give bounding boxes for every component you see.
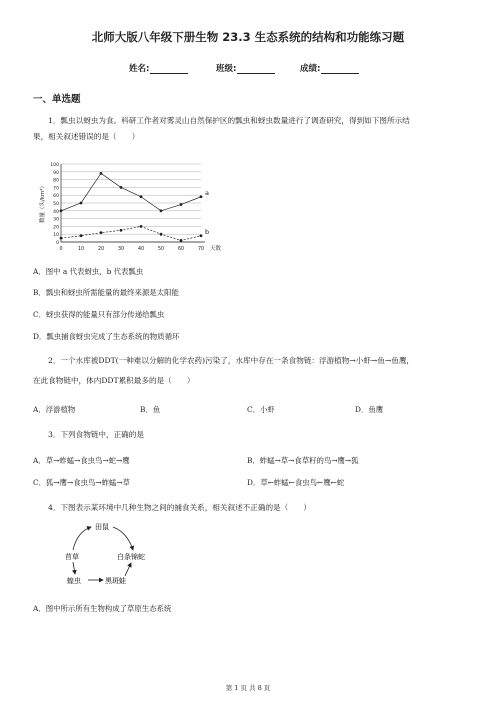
y-tick-label: 90 bbox=[53, 170, 59, 176]
q1-line2: 果，相关叙述错误的是（ ） bbox=[33, 132, 140, 141]
data-point-a bbox=[140, 195, 143, 198]
y-tick-label: 100 bbox=[50, 163, 59, 168]
q1-option-d[interactable]: D．瓢虫捕食蚜虫完成了生态系统的物质循环 bbox=[33, 332, 180, 341]
x-tick-label: 50 bbox=[157, 247, 165, 252]
page-footer: 第 1 页 共 8 页 bbox=[225, 684, 271, 692]
data-point-b bbox=[160, 233, 163, 236]
data-point-b bbox=[140, 225, 143, 228]
x-tick-label: 30 bbox=[117, 247, 125, 252]
y-tick-label: 80 bbox=[53, 178, 59, 184]
data-point-a bbox=[200, 195, 203, 198]
q1-option-c[interactable]: C．蚜虫获得的能量只有部分传递给瓢虫 bbox=[33, 310, 165, 319]
arrow-mouse-to-snake bbox=[113, 527, 133, 550]
data-point-b bbox=[100, 231, 103, 234]
x-tick-label: 20 bbox=[97, 247, 105, 252]
q2-line2: 在此食物链中，体内DDT累积最多的是（ ） bbox=[33, 376, 195, 385]
q1-line1: 1．瓢虫以蚜虫为食。科研工作者对雾灵山自然保护区的瓢虫和蚜虫数量进行了调查研究，得到如下图所示结 bbox=[48, 116, 410, 125]
x-tick-label: 10 bbox=[77, 247, 85, 252]
q2-line1: 2．一个水库被DDT(一种难以分解的化学农药)污染了，水库中存在一条食物链：浮游植物→小虾→鱼→鱼鹰， bbox=[48, 356, 415, 365]
q3-option-d[interactable]: D．草←蚱蜢←食虫鸟←鹰←蛇 bbox=[247, 478, 345, 487]
series-line-b bbox=[61, 226, 201, 240]
q3-option-c[interactable]: C．狐→鹰→食虫鸟→蚱蜢→草 bbox=[33, 478, 130, 487]
population-chart bbox=[33, 158, 223, 260]
x-tick-label: 0 bbox=[59, 247, 63, 252]
arrow-grass-to-locust bbox=[73, 562, 75, 574]
data-point-a bbox=[60, 209, 63, 212]
data-point-a bbox=[80, 202, 83, 205]
y-tick-label: 60 bbox=[53, 194, 59, 200]
node-field-mouse: 田鼠 bbox=[95, 523, 109, 531]
data-point-b bbox=[180, 239, 183, 242]
node-snake: 白条锦蛇 bbox=[117, 553, 145, 561]
name-field[interactable]: 姓名: bbox=[129, 62, 188, 74]
q3-line1: 3．下列食物链中，正确的是 bbox=[48, 430, 144, 439]
node-grass: 苜草 bbox=[65, 553, 79, 561]
q2-option-c[interactable]: C．小虾 bbox=[247, 405, 275, 414]
data-point-a bbox=[180, 203, 183, 206]
data-point-b bbox=[60, 237, 63, 240]
data-point-b bbox=[200, 234, 203, 237]
y-tick-label: 40 bbox=[53, 209, 59, 215]
data-point-a bbox=[120, 186, 123, 189]
y-tick-label: 50 bbox=[53, 202, 59, 207]
food-web-diagram bbox=[33, 520, 183, 588]
x-axis-label: 天数 bbox=[210, 246, 222, 252]
q2-option-b[interactable]: B．鱼 bbox=[140, 405, 161, 414]
y-tick-label: 20 bbox=[53, 225, 59, 231]
x-tick-label: 60 bbox=[177, 247, 185, 252]
q3-option-a[interactable]: A．草→蚱蜢→食虫鸟→蛇→鹰 bbox=[33, 456, 130, 465]
data-point-a bbox=[160, 209, 163, 212]
y-tick-label: 0 bbox=[56, 241, 59, 246]
q3-option-b[interactable]: B．蚱蜢→草→食草籽的鸟→鹰→狐 bbox=[247, 456, 359, 465]
series-label-b: b bbox=[205, 227, 210, 236]
score-field[interactable]: 成绩: bbox=[300, 62, 359, 74]
data-point-a bbox=[100, 172, 103, 175]
q1-option-a[interactable]: A．图中 a 代表蚜虫，b 代表瓢虫 bbox=[33, 267, 144, 276]
data-point-b bbox=[80, 234, 83, 237]
x-tick-label: 40 bbox=[137, 247, 145, 252]
class-field[interactable]: 班级: bbox=[216, 62, 275, 74]
page-title: 北师大版八年级下册生物 23.3 生态系统的结构和功能练习题 bbox=[91, 30, 405, 44]
arrow-grass-to-mouse bbox=[73, 527, 91, 550]
q2-option-d[interactable]: D．鱼鹰 bbox=[355, 405, 384, 414]
q1-option-b[interactable]: B．瓢虫和蚜虫所需能量的最终来源是太阳能 bbox=[33, 288, 179, 297]
q4-line1: 4．下图表示某环境中几种生物之间的捕食关系，相关叙述不正确的是（ ） bbox=[48, 503, 312, 512]
series-label-a: a bbox=[205, 188, 209, 197]
arrow-frog-to-snake bbox=[125, 563, 131, 576]
data-point-b bbox=[120, 229, 123, 232]
section-heading: 一、单选题 bbox=[33, 94, 81, 105]
y-axis-label: 数量（头/km²） bbox=[40, 182, 46, 224]
y-tick-label: 70 bbox=[53, 186, 59, 192]
node-locust: 蝗虫 bbox=[67, 577, 81, 585]
y-tick-label: 10 bbox=[53, 233, 59, 239]
q2-option-a[interactable]: A．浮游植物 bbox=[33, 405, 76, 414]
x-tick-label: 70 bbox=[197, 247, 205, 252]
node-frog: 黑斑蛙 bbox=[105, 577, 126, 585]
q4-option-a[interactable]: A．图中所示所有生物构成了草原生态系统 bbox=[33, 604, 172, 613]
y-tick-label: 30 bbox=[53, 217, 59, 223]
